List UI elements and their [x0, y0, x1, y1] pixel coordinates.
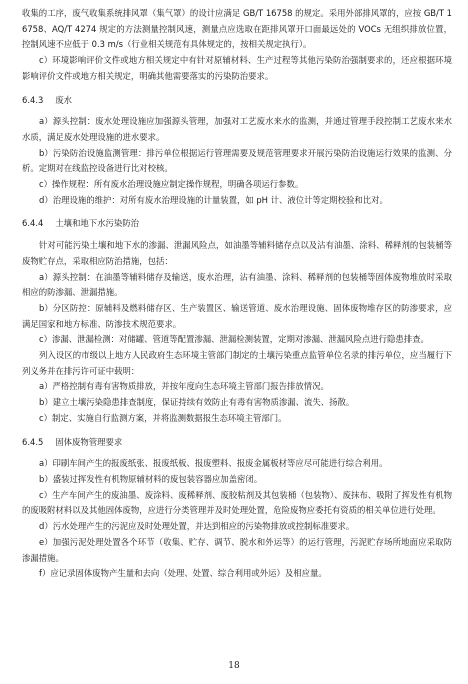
wastewater-item-d: d）治理设施的维护：对所有废水治理设施的计量装置，如 pH 计、液位计等定期校验和比对。	[39, 194, 388, 205]
intro-paragraph-continued: 收集的工序，废气收集系统排风罩（集气罩）的设计应满足 GB/T 16758 的规定。采用外部排风罩的，应按 GB/T 16758、AQ/T 4274 规定的方法测量控制风速，测量点应选取在距排风罩开口面最远处的 VOCs 无组织排放位置，控制风速不应低于 0.3 m/s（行业相关规范有具体规定的，按相关规定执行）。	[22, 8, 452, 50]
page-number: 18	[228, 661, 240, 671]
soil-item-c: c）渗漏、泄漏检测：对储罐、管道等配置渗漏、泄漏检测装置，定期对渗漏、泄漏风险点进行隐患排查。	[39, 334, 429, 345]
section-heading-6-4-4	[22, 216, 452, 232]
solid-waste-item-a: a）印刷车间产生的报废纸张、报废纸板、报废塑料、报废金属板材等应尽可能进行综合利用。	[39, 458, 388, 469]
soil-obligation-paragraph: 列入设区的市级以上地方人民政府生态环境主管部门制定的土壤污染重点监管单位名录的排污单位，应当履行下列义务并在排污许可证中载明：	[22, 350, 452, 376]
solid-waste-item-e: e）加强污泥处理处置各个环节（收集、贮存、调节、脱水和外运等）的运行管理，污泥贮存场所地面应采取防渗漏措施。	[22, 536, 452, 563]
solid-waste-item-d: d）污水处理产生的污泥应及时处理处置，并达到相应的污染物排放或控制标准要求。	[39, 521, 355, 532]
section-title: 土壤和地下水污染防治	[55, 218, 140, 229]
soil-intro-paragraph: 针对可能污染土壤和地下水的渗漏、泄漏风险点，如油墨等辅料储存点以及沾有油墨、涂料、稀释剂的包装桶等废物贮存点，采取相应防治措施，包括：	[22, 240, 452, 266]
section-heading-6-4-3	[22, 93, 452, 109]
section-heading-6-4-5	[22, 435, 452, 451]
solid-waste-item-b: b）盛装过挥发性有机物原辅材料的废包装容器应加盖密闭。	[39, 473, 263, 484]
solid-waste-item-c: c）生产车间产生的废油墨、废涂料、废稀释剂、废胶粘剂及其包装桶（包装物）、废抹布、吸附了挥发性有机物的废吸附材料以及其他固体废物，应进行分类管理并及时处理处置，危险废物应委托有资质的相关单位进行处理。	[22, 489, 452, 516]
section-number: 6.4.5	[22, 436, 44, 447]
section-title: 废水	[55, 94, 73, 105]
intro-paragraph-c: c）环境影响评价文件或地方相关规定中有针对原辅材料、生产过程等其他污染防治强制要求的，还应根据环境影响评价文件或地方相关规定，明确其他需要落实的污染防治要求。	[22, 55, 452, 81]
wastewater-item-a: a）源头控制：废水处理设施应加强源头管理，加强对工艺废水来水的监测，并通过管理手段控制工艺废水来水水质，满足废水处理设施的进水要求。	[22, 116, 452, 142]
section-number: 6.4.4	[22, 218, 44, 229]
wastewater-item-c: c）操作规程：所有废水治理设施应制定操作规程，明确各项运行参数。	[39, 179, 304, 190]
solid-waste-item-f: f）应记录固体废物产生量和去向（处理、处置、综合利用或外运）及相应量。	[39, 568, 327, 579]
soil-item-b: b）分区防控：原辅料及燃料储存区、生产装置区、输送管道、废水治理设施、固体废物堆存区的防渗要求，应满足国家和地方标准、防渗技术规范要求。	[22, 302, 452, 329]
wastewater-item-b: b）污染防治设施监测管理：排污单位根据运行管理需要及规范管理要求开展污染防治设施运行效果的监测、分析。定期对在线监控设备进行比对校核。	[22, 147, 452, 174]
section-title: 固体废物管理要求	[55, 436, 123, 447]
obligation-item-a: a）严格控制有毒有害物质排放，并按年度向生态环境主管部门报告排放情况。	[39, 381, 329, 392]
obligation-item-c: c）制定、实施自行监测方案，并将监测数据报生态环境主管部门。	[39, 412, 287, 423]
section-number: 6.4.3	[22, 94, 44, 105]
soil-item-a: a）源头控制：在油墨等辅料储存及输送，废水治理，沾有油墨、涂料、稀释剂的包装桶等固体废物堆放时采取相应的防渗漏、泄漏措施。	[22, 271, 452, 298]
obligation-item-b: b）建立土壤污染隐患排查制度，保证持续有效防止有毒有害物质渗漏、流失、扬散。	[39, 397, 355, 408]
